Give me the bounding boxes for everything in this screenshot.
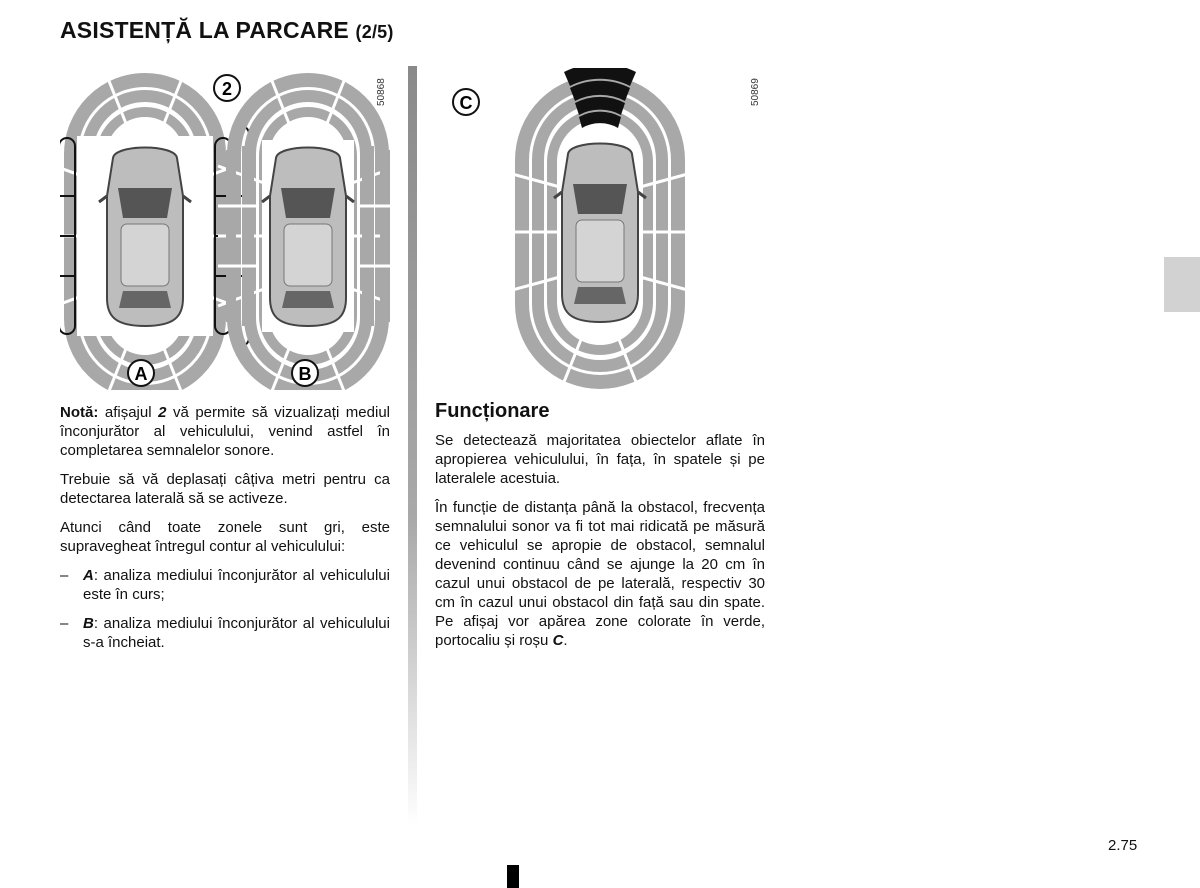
svg-text:C: C [459, 93, 473, 113]
list-item [60, 566, 390, 604]
display-a [60, 71, 249, 390]
paragraph-lateral-detection: Trebuie să vă deplasați câțiva metri pentru ca detectarea laterală să se activeze. [60, 471, 390, 507]
frequency-ref: C [552, 632, 564, 649]
item-letter: B [83, 615, 94, 632]
item-letter: A [83, 567, 94, 584]
label-a [128, 360, 154, 386]
print-mark [507, 865, 519, 888]
frequency-text: În funcție de distanța până la obstacol, frecvența semnalului sonor va fi tot mai ridicată pe măsură ce vehiculul se apropie de obstacol, semnalul devenind continuu când se ajunge la 20 cm în cazul unui obstacol de pe laterală, respectiv 30 cm în cazul unui obstacol din față sau din spate. Pe afișaj vor apărea zone colorate în verde, portocaliu și roșu [435, 499, 765, 649]
chapter-tab [1164, 257, 1200, 312]
note-label: Notă: [60, 404, 99, 421]
callout-2 [214, 75, 240, 101]
dash-bullet: – [60, 615, 69, 632]
title-part: (2/5) [355, 22, 394, 42]
figure-parking-display-c [440, 68, 770, 393]
svg-text:A: A [134, 364, 148, 384]
display-c [505, 68, 695, 392]
paragraph-detection: Se detectează majoritatea obiectelor aflate în apropierea vehiculului, în fața, în spatele și pe lateralele acestuia. [435, 432, 765, 487]
paragraph-gray-zones: Atunci când toate zonele sunt gri, este supravegheat întregul contur al vehiculului: [60, 519, 390, 555]
item-text: : analiza mediului înconjurător al vehiculului este în curs; [83, 567, 390, 603]
label-b [292, 360, 318, 386]
note-text-post: vă permite să vizualizați mediul înconjurător al vehiculului, venind astfel în completarea semnalelor sonore. [60, 404, 390, 459]
callout-c [453, 89, 479, 115]
dash-bullet: – [60, 567, 69, 584]
figure-code-left: 50868 [376, 78, 387, 106]
title-main: ASISTENȚĂ LA PARCARE [60, 17, 349, 43]
item-text: : analiza mediului înconjurător al vehiculului s-a încheiat. [83, 615, 390, 651]
svg-text:B: B [298, 364, 312, 384]
svg-text:2: 2 [221, 79, 233, 99]
column-divider [408, 66, 417, 826]
section-heading: Funcționare [435, 400, 550, 422]
list-item [60, 614, 390, 652]
note-text-pre: afișajul [104, 404, 152, 421]
page-title [60, 17, 394, 44]
paragraph-frequency [435, 498, 765, 650]
note-ref: 2 [158, 404, 167, 421]
display-b [218, 71, 398, 390]
page-number: 2.75 [1108, 837, 1138, 854]
figure-parking-display-ab [60, 68, 400, 390]
figure-code-right: 50869 [750, 78, 761, 106]
note-paragraph [60, 403, 390, 460]
right-column [435, 400, 765, 660]
left-column [60, 403, 390, 662]
frequency-end: . [563, 632, 568, 649]
